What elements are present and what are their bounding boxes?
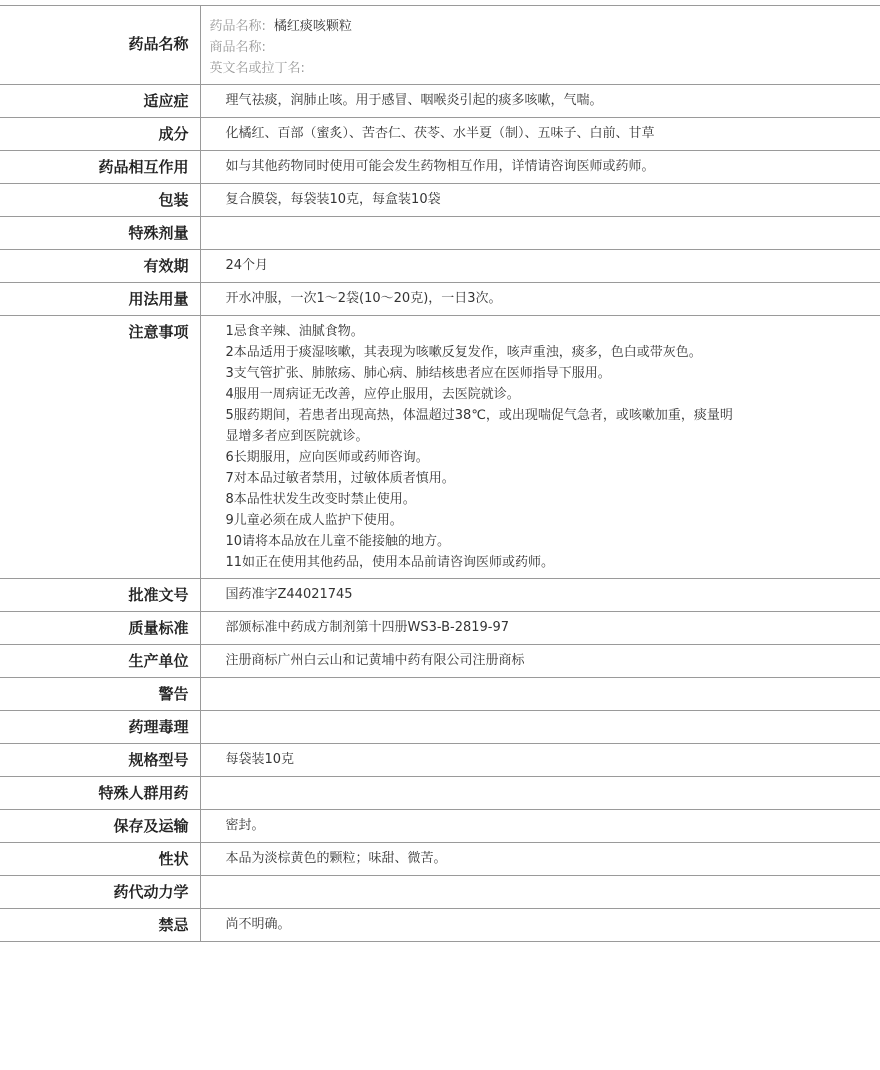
trade-name-line: [210, 37, 880, 58]
value-indications: 理气祛痰，润肺止咳。用于感冒、咽喉炎引起的痰多咳嗽，气喘。: [200, 85, 880, 118]
label-indications: 适应症: [0, 85, 200, 118]
label-manufacturer: 生产单位: [0, 645, 200, 678]
value-pharmacokinetics: [200, 876, 880, 909]
row-pharmacokinetics: [0, 876, 880, 909]
label-product-names: 药品名称: [0, 6, 200, 85]
value-warning: [200, 678, 880, 711]
label-interactions: 药品相互作用: [0, 151, 200, 184]
row-special-population: [0, 777, 880, 810]
row-indications: [0, 85, 880, 118]
value-appearance: 本品为淡棕黄色的颗粒；味甜、微苦。: [200, 843, 880, 876]
value-special-population: [200, 777, 880, 810]
row-quality-standard: [0, 612, 880, 645]
label-pharmacokinetics: 药代动力学: [0, 876, 200, 909]
value-precautions: [200, 316, 880, 579]
value-ingredients: 化橘红、百部（蜜炙）、苦杏仁、茯苓、水半夏（制）、五味子、白前、甘草: [200, 118, 880, 151]
label-shelf-life: 有效期: [0, 250, 200, 283]
row-manufacturer: [0, 645, 880, 678]
precaution-line: 7对本品过敏者禁用，过敏体质者慎用。: [225, 471, 455, 486]
row-usage: [0, 283, 880, 316]
value-product-names: [200, 6, 880, 85]
value-approval-number: 国药准字Z44021745: [200, 579, 880, 612]
label-quality-standard: 质量标准: [0, 612, 200, 645]
precaution-line: 6长期服用，应向医师或药师咨询。: [225, 450, 429, 465]
row-package: [0, 184, 880, 217]
value-pharmacology: [200, 711, 880, 744]
row-precautions: [0, 316, 880, 579]
value-shelf-life: 24个月: [200, 250, 880, 283]
value-special-dosage: [200, 217, 880, 250]
row-warning: [0, 678, 880, 711]
precaution-line: 5服药期间，若患者出现高热，体温超过38℃，或出现喘促气急者，或咳嗽加重，痰量明: [225, 408, 733, 423]
value-storage: 密封。: [200, 810, 880, 843]
row-approval-number: [0, 579, 880, 612]
value-specification: 每袋装10克: [200, 744, 880, 777]
drug-name-line: [210, 16, 880, 37]
label-precautions: 注意事项: [0, 316, 200, 579]
precaution-line: 11如正在使用其他药品，使用本品前请咨询医师或药师。: [225, 555, 555, 570]
value-package: 复合膜袋，每袋装10克，每盒装10袋: [200, 184, 880, 217]
precaution-line: 3支气管扩张、肺脓疡、肺心病、肺结核患者应在医师指导下服用。: [225, 366, 611, 381]
english-name-label: 英文名或拉丁名:: [209, 61, 305, 76]
drug-name-value: 橘红痰咳颗粒: [273, 19, 352, 34]
row-pharmacology: [0, 711, 880, 744]
row-specification: [0, 744, 880, 777]
english-name-line: [210, 58, 880, 79]
drug-name-label: 药品名称:: [209, 19, 266, 34]
value-usage: 开水冲服，一次1～2袋(10～20克)，一日3次。: [200, 283, 880, 316]
row-ingredients: [0, 118, 880, 151]
label-special-population: 特殊人群用药: [0, 777, 200, 810]
row-shelf-life: [0, 250, 880, 283]
label-pharmacology: 药理毒理: [0, 711, 200, 744]
row-product-names: [0, 6, 880, 85]
value-manufacturer: 注册商标广州白云山和记黄埔中药有限公司注册商标: [200, 645, 880, 678]
label-warning: 警告: [0, 678, 200, 711]
label-package: 包装: [0, 184, 200, 217]
label-storage: 保存及运输: [0, 810, 200, 843]
label-special-dosage: 特殊剂量: [0, 217, 200, 250]
precaution-line: 10请将本品放在儿童不能接触的地方。: [225, 534, 451, 549]
row-interactions: [0, 151, 880, 184]
label-contraindications: 禁忌: [0, 909, 200, 942]
value-quality-standard: 部颁标准中药成方制剂第十四册WS3-B-2819-97: [200, 612, 880, 645]
label-ingredients: 成分: [0, 118, 200, 151]
precaution-line: 2本品适用于痰湿咳嗽，其表现为咳嗽反复发作，咳声重浊，痰多，色白或带灰色。: [225, 345, 702, 360]
value-contraindications: 尚不明确。: [200, 909, 880, 942]
precaution-line: 1忌食辛辣、油腻食物。: [225, 324, 364, 339]
precaution-line: 8本品性状发生改变时禁止使用。: [225, 492, 416, 507]
drug-spec-table: [0, 5, 880, 942]
row-appearance: [0, 843, 880, 876]
precaution-line: 4服用一周病证无改善，应停止服用，去医院就诊。: [225, 387, 520, 402]
label-approval-number: 批准文号: [0, 579, 200, 612]
precaution-line: 9儿童必须在成人监护下使用。: [225, 513, 403, 528]
precaution-line: 显增多者应到医院就诊。: [225, 429, 369, 444]
trade-name-label: 商品名称:: [209, 40, 266, 55]
row-special-dosage: [0, 217, 880, 250]
label-specification: 规格型号: [0, 744, 200, 777]
label-appearance: 性状: [0, 843, 200, 876]
label-usage: 用法用量: [0, 283, 200, 316]
row-contraindications: [0, 909, 880, 942]
row-storage: [0, 810, 880, 843]
value-interactions: 如与其他药物同时使用可能会发生药物相互作用，详情请咨询医师或药师。: [200, 151, 880, 184]
